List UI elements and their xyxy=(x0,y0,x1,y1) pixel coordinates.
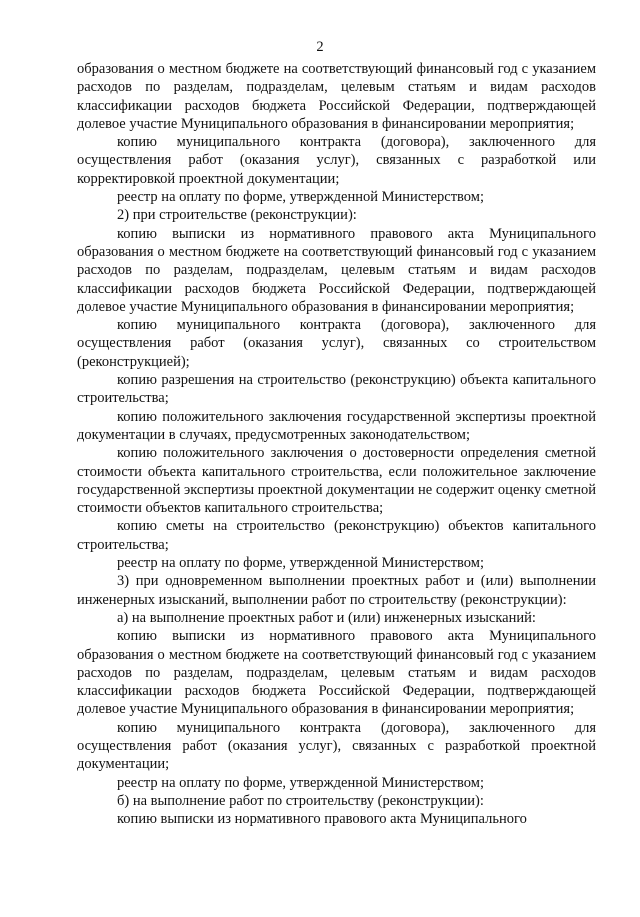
paragraph: а) на выполнение проектных работ и (или) инженерных изысканий: xyxy=(117,609,536,626)
page-number: 2 xyxy=(316,39,324,55)
paragraph: образования о местном бюджете на соответствующий финансовый год с указанием расходов по разделам, подразделам, целевым статьям и видам расходов классификации расходов бюджета Российской Федерации, подтверждающей долевое участие Муниципального образования в финансировании мероприятия; xyxy=(77,61,596,132)
paragraph: реестр на оплату по форме, утвержденной Министерством; xyxy=(117,189,484,206)
paragraph: копию выписки из нормативного правового акта Муниципального xyxy=(117,811,527,828)
paragraph: 3) при одновременном выполнении проектных работ и (или) выполнении инженерных изысканий, выполнении работ по строительству (реконструкции): xyxy=(77,573,596,608)
paragraph: копию выписки из нормативного правового акта Муниципального образования о местном бюджете на соответствующий финансовый год с указанием расходов по разделам, подразделам, целевым статьям и видам расходов классификации расходов бюджета Российской Федерации, подтверждающей долевое участие Муниципального образования в финансировании мероприятия; xyxy=(77,225,596,315)
paragraph: б) на выполнение работ по строительству (реконструкции): xyxy=(117,792,484,809)
paragraph: копию положительного заключения государственной экспертизы проектной документации в случаях, предусмотренных законодательством; xyxy=(77,408,596,443)
paragraph: копию положительного заключения о достоверности определения сметной стоимости объекта капитального строительства, если положительное заключение государственной экспертизы проектной документации не содержит оценку сметной стоимости объектов капитального строительства; xyxy=(77,445,596,517)
paragraph: копию муниципального контракта (договора), заключенного для осуществления работ (оказания услуг), связанных со строительством (реконструкцией); xyxy=(77,317,596,370)
paragraph: 2) при строительстве (реконструкции): xyxy=(117,207,357,224)
paragraph: копию разрешения на строительство (реконструкцию) объекта капитального строительства; xyxy=(77,372,596,407)
paragraph: реестр на оплату по форме, утвержденной Министерством; xyxy=(117,555,484,572)
paragraph: копию муниципального контракта (договора), заключенного для осуществления работ (оказания услуг), связанных с разработкой проектной документации; xyxy=(77,719,596,773)
paragraph: копию муниципального контракта (договора), заключенного для осуществления работ (оказания услуг), связанных с разработкой или корректировкой проектной документации; xyxy=(77,134,596,187)
paragraph: копию сметы на строительство (реконструкцию) объектов капитального строительства; xyxy=(77,518,596,553)
paragraph: копию выписки из нормативного правового акта Муниципального образования о местном бюджете на соответствующий финансовый год с указанием расходов по разделам, подразделам, целевым статьям и видам расходов классификации расходов бюджета Российской Федерации, подтверждающей долевое участие Муниципального образования в финансировании мероприятия; xyxy=(77,628,596,718)
paragraph: реестр на оплату по форме, утвержденной Министерством; xyxy=(117,774,484,791)
document-body xyxy=(77,60,596,828)
